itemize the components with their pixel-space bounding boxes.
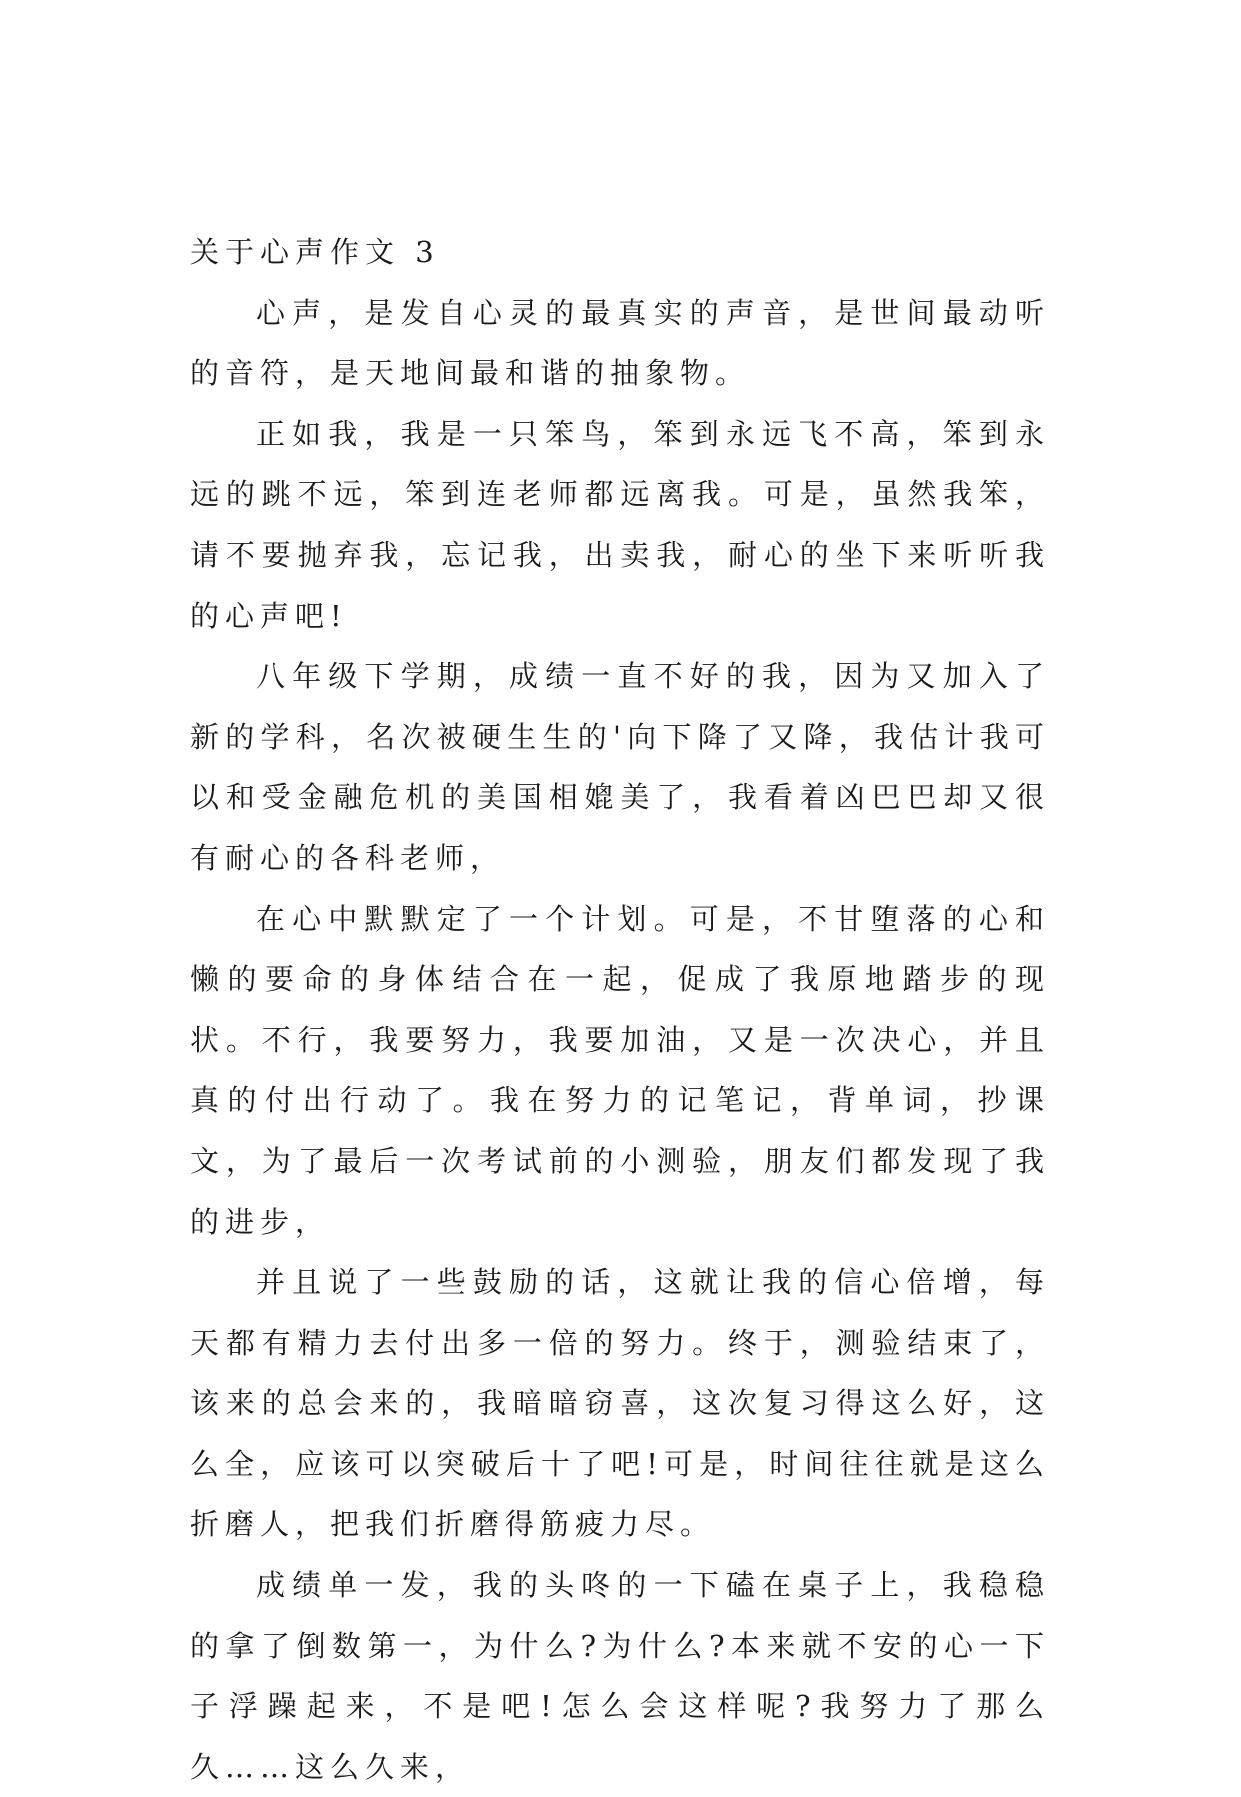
document-body bbox=[190, 222, 1050, 1797]
paragraph: 八年级下学期，成绩一直不好的我，因为又加入了新的学科，名次被硬生生的'向下降了又降，我估计我可以和受金融危机的美国相媲美了，我看着凶巴巴却又很有耐心的各科老师， bbox=[190, 659, 1050, 875]
paragraph: 心声，是发自心灵的最真实的声音，是世间最动听的音符，是天地间最和谐的抽象物。 bbox=[190, 295, 1050, 391]
document-title: 关于心声作文 3 bbox=[190, 235, 440, 269]
paragraph: 正如我，我是一只笨鸟，笨到永远飞不高，笨到永远的跳不远，笨到连老师都远离我。可是，虽然我笨，请不要抛弃我，忘记我，出卖我，耐心的坐下来听听我的心声吧! bbox=[190, 416, 1050, 633]
paragraph: 并且说了一些鼓励的话，这就让我的信心倍增，每天都有精力去付出多一倍的努力。终于，测验结束了，该来的总会来的，我暗暗窃喜，这次复习得这么好，这么全，应该可以突破后十了吧!可是，时间往往就是这么折磨人，把我们折磨得筋疲力尽。 bbox=[190, 1265, 1050, 1542]
paragraph: 成绩单一发，我的头咚的一下磕在桌子上，我稳稳的拿了倒数第一，为什么?为什么?本来就不安的心一下子浮躁起来，不是吧!怎么会这样呢?我努力了那么久……这么久来， bbox=[190, 1568, 1050, 1784]
paragraph: 在心中默默定了一个计划。可是，不甘堕落的心和懒的要命的身体结合在一起，促成了我原地踏步的现状。不行，我要努力，我要加油，又是一次决心，并且真的付出行动了。我在努力的记笔记，背单词，抄课文，为了最后一次考试前的小测验，朋友们都发现了我的进步， bbox=[190, 901, 1050, 1239]
